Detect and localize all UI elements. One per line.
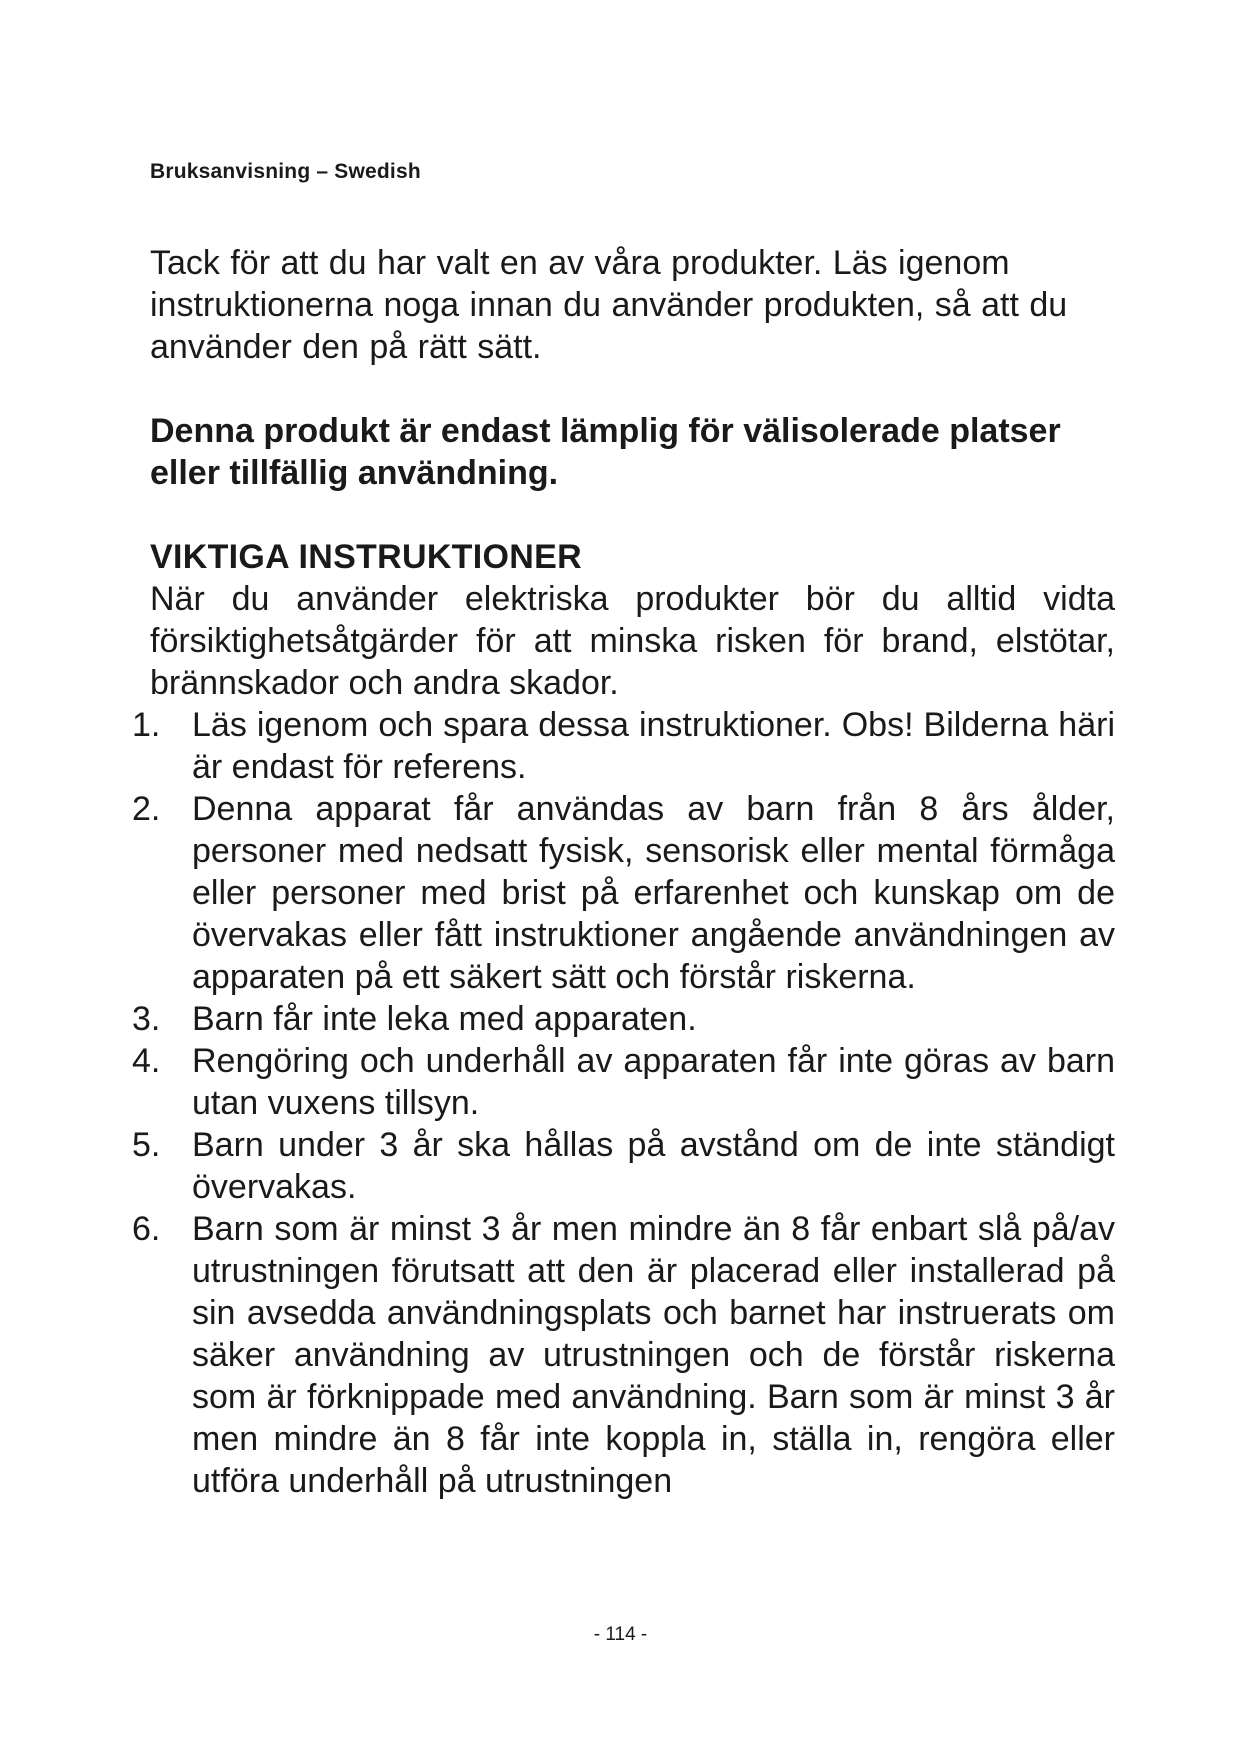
suitability-notice: Denna produkt är endast lämplig för välisolerade platser eller tillfällig användning. <box>150 412 1061 492</box>
instruction-number: 5. <box>132 1126 161 1164</box>
instruction-number: 2. <box>132 790 161 828</box>
instruction-number: 6. <box>132 1210 161 1248</box>
instruction-item <box>132 704 1115 788</box>
instruction-item <box>132 1208 1115 1502</box>
instruction-item <box>132 788 1115 998</box>
instruction-text: Rengöring och underhåll av apparaten får inte göras av barn utan vuxens tillsyn. <box>192 1042 1115 1122</box>
instruction-item <box>132 998 1115 1040</box>
section-intro: När du använder elektriska produkter bör du alltid vidta försiktighetsåtgärder för att minska risken för brand, elstötar, brännskador och andra skador. <box>150 580 1115 702</box>
instruction-text: Barn får inte leka med apparaten. <box>192 1000 697 1038</box>
page-number: - 114 - <box>593 1624 648 1645</box>
intro-paragraph: Tack för att du har valt en av våra produkter. Läs igenom instruktionerna noga innan du använder produkten, så att du använder den på rätt sätt. <box>150 244 1068 366</box>
instruction-item <box>132 1040 1115 1124</box>
instruction-number: 4. <box>132 1042 161 1080</box>
page-header: Bruksanvisning – Swedish <box>150 160 421 183</box>
instruction-text: Denna apparat får användas av barn från 8 års ålder, personer med nedsatt fysisk, sensorisk eller mental förmåga eller personer med brist på erfarenhet och kunskap om de övervakas eller fått instruktioner angående användningen av apparaten på ett säkert sätt och förstår riskerna. <box>192 790 1115 996</box>
instruction-item <box>132 1124 1115 1208</box>
instruction-list <box>132 704 1115 1502</box>
instruction-text: Barn under 3 år ska hållas på avstånd om de inte ständigt övervakas. <box>192 1126 1115 1206</box>
instruction-text: Läs igenom och spara dessa instruktioner. Obs! Bilderna häri är endast för referens. <box>192 706 1115 786</box>
page-content <box>132 242 1115 1502</box>
instruction-number: 1. <box>132 706 161 744</box>
instruction-number: 3. <box>132 1000 161 1038</box>
section-title: VIKTIGA INSTRUKTIONER <box>150 538 582 576</box>
instruction-text: Barn som är minst 3 år men mindre än 8 får enbart slå på/av utrustningen förutsatt att den är placerad eller installerad på sin avsedda användningsplats och barnet har instruerats om säker användning av utrustningen och de förstår riskerna som är förknippade med användning. Barn som är minst 3 år men mindre än 8 får inte koppla in, ställa in, rengöra eller utföra underhåll på utrustningen <box>192 1210 1115 1500</box>
